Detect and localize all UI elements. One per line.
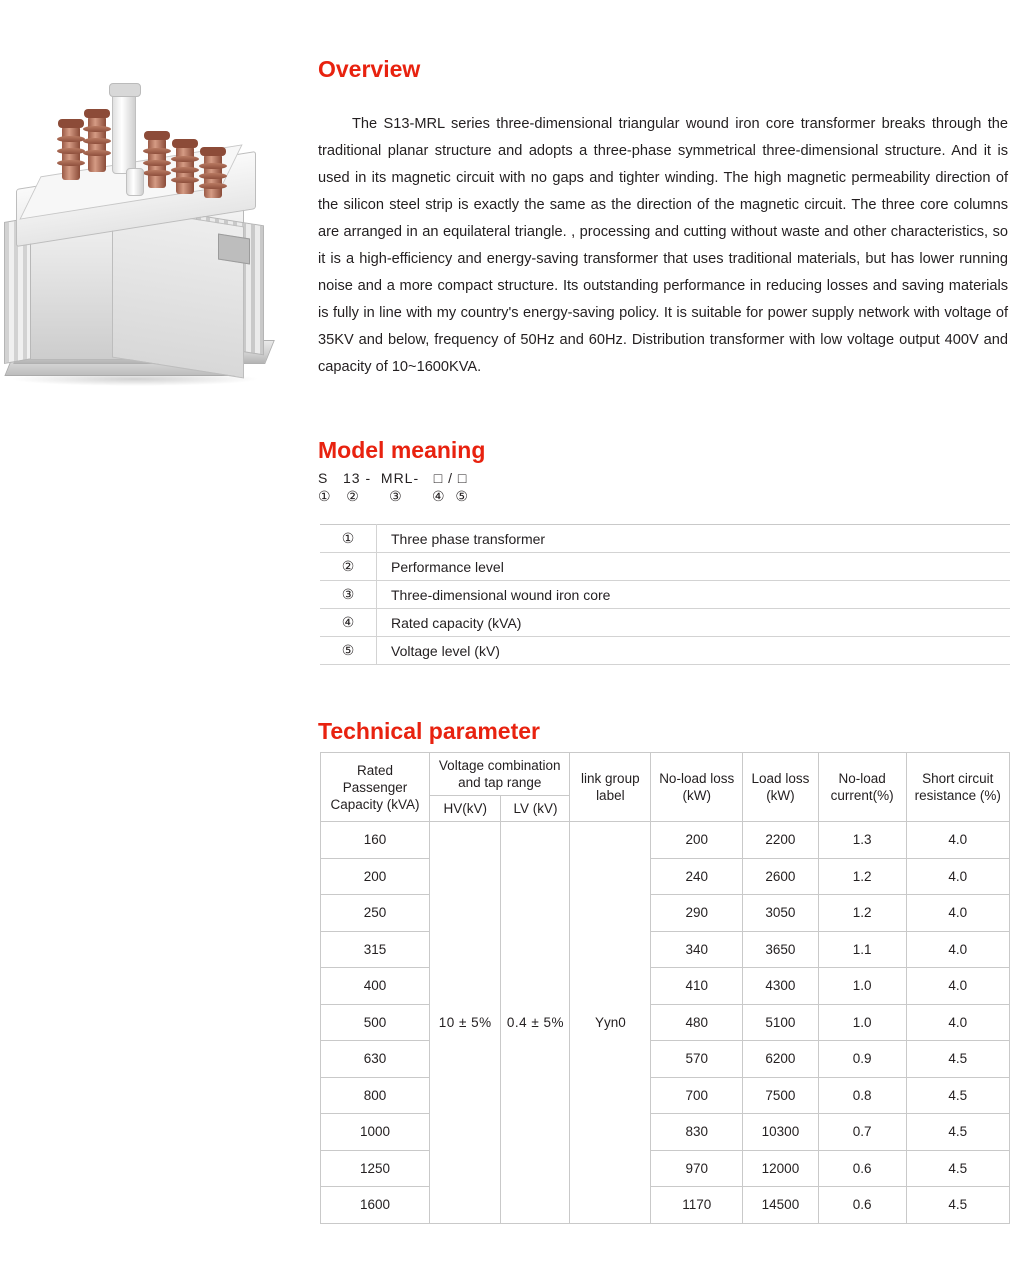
model-description: Rated capacity (kVA) — [377, 609, 1011, 637]
cell-capacity: 400 — [321, 968, 430, 1005]
cell-no-load-loss: 410 — [651, 968, 743, 1005]
cell-load-loss: 2200 — [743, 822, 818, 859]
cell-short-circuit: 4.0 — [906, 968, 1009, 1005]
cell-no-load-loss: 290 — [651, 895, 743, 932]
table-row — [320, 609, 1010, 637]
header-load-loss: Load loss (kW) — [743, 753, 818, 822]
cell-short-circuit: 4.5 — [906, 1041, 1009, 1078]
cell-no-load-current: 1.3 — [818, 822, 906, 859]
cell-no-load-loss: 570 — [651, 1041, 743, 1078]
cell-load-loss: 14500 — [743, 1187, 818, 1224]
cell-short-circuit: 4.5 — [906, 1077, 1009, 1114]
transformer-tank-front — [112, 206, 244, 379]
cell-short-circuit: 4.0 — [906, 822, 1009, 859]
cell-link-group-value: Yyn0 — [570, 822, 651, 1224]
model-meaning-table — [320, 524, 1010, 665]
table-row — [321, 1114, 1010, 1151]
cell-no-load-loss: 480 — [651, 1004, 743, 1041]
model-index: ① — [320, 525, 377, 553]
cell-load-loss: 7500 — [743, 1077, 818, 1114]
model-index: ④ — [320, 609, 377, 637]
cell-load-loss: 3050 — [743, 895, 818, 932]
hv-bushing-5 — [204, 154, 222, 198]
cell-load-loss: 2600 — [743, 858, 818, 895]
table-row — [320, 581, 1010, 609]
table-row — [321, 1150, 1010, 1187]
table-row — [321, 822, 1010, 859]
cell-capacity: 200 — [321, 858, 430, 895]
transformer-illustration — [0, 40, 300, 400]
model-meaning-heading: Model meaning — [318, 437, 486, 463]
table-row — [321, 1041, 1010, 1078]
cell-no-load-current: 0.9 — [818, 1041, 906, 1078]
hv-bushing-2 — [88, 116, 106, 172]
tap-changer-handle — [126, 168, 144, 196]
technical-parameter-table — [320, 752, 1010, 1224]
cell-no-load-current: 1.1 — [818, 931, 906, 968]
cell-capacity: 500 — [321, 1004, 430, 1041]
header-short-circuit-resistance: Short circuit resistance (%) — [906, 753, 1009, 822]
header-hv: HV(kV) — [429, 796, 500, 822]
table-row — [321, 1004, 1010, 1041]
cell-no-load-loss: 200 — [651, 822, 743, 859]
cell-short-circuit: 4.5 — [906, 1150, 1009, 1187]
transformer-nameplate — [218, 233, 250, 264]
cell-load-loss: 6200 — [743, 1041, 818, 1078]
cell-short-circuit: 4.0 — [906, 1004, 1009, 1041]
cell-no-load-current: 0.6 — [818, 1150, 906, 1187]
table-row — [321, 1077, 1010, 1114]
cell-hv-value: 10 ± 5% — [429, 822, 500, 1224]
header-rated-capacity: Rated Passenger Capacity (kVA) — [321, 753, 430, 822]
cell-short-circuit: 4.0 — [906, 858, 1009, 895]
cell-no-load-loss: 700 — [651, 1077, 743, 1114]
cell-no-load-current: 1.0 — [818, 1004, 906, 1041]
cell-no-load-current: 0.8 — [818, 1077, 906, 1114]
cell-capacity: 1600 — [321, 1187, 430, 1224]
cell-load-loss: 5100 — [743, 1004, 818, 1041]
cell-no-load-current: 1.0 — [818, 968, 906, 1005]
model-index: ② — [320, 553, 377, 581]
technical-parameter-heading: Technical parameter — [318, 718, 541, 744]
header-link-group-label: link group label — [570, 753, 651, 822]
cell-capacity: 1000 — [321, 1114, 430, 1151]
cell-capacity: 800 — [321, 1077, 430, 1114]
cell-capacity: 160 — [321, 822, 430, 859]
cell-no-load-current: 0.6 — [818, 1187, 906, 1224]
overview-heading: Overview — [318, 56, 421, 82]
table-row — [321, 931, 1010, 968]
model-index: ⑤ — [320, 637, 377, 665]
table-row — [321, 1187, 1010, 1224]
cell-no-load-current: 1.2 — [818, 858, 906, 895]
header-no-load-current: No-load current(%) — [818, 753, 906, 822]
cell-no-load-loss: 970 — [651, 1150, 743, 1187]
header-no-load-loss: No-load loss (kW) — [651, 753, 743, 822]
table-row — [321, 895, 1010, 932]
cell-capacity: 1250 — [321, 1150, 430, 1187]
cell-load-loss: 4300 — [743, 968, 818, 1005]
model-description: Three phase transformer — [377, 525, 1011, 553]
model-code-block — [318, 470, 1008, 505]
table-row — [320, 525, 1010, 553]
table-row — [320, 553, 1010, 581]
lv-bushing-1 — [112, 92, 136, 174]
model-description: Performance level — [377, 553, 1011, 581]
model-description: Three-dimensional wound iron core — [377, 581, 1011, 609]
cell-short-circuit: 4.0 — [906, 895, 1009, 932]
table-header-row-1 — [321, 753, 1010, 796]
header-voltage-combination: Voltage combination and tap range — [429, 753, 569, 796]
product-image — [0, 40, 300, 400]
table-row — [321, 968, 1010, 1005]
hv-bushing-3 — [148, 138, 166, 188]
model-code-numbers: ① ② ③ ④ ⑤ — [318, 488, 469, 504]
cell-no-load-loss: 240 — [651, 858, 743, 895]
cell-short-circuit: 4.5 — [906, 1187, 1009, 1224]
cell-capacity: 630 — [321, 1041, 430, 1078]
cell-load-loss: 12000 — [743, 1150, 818, 1187]
cell-no-load-loss: 340 — [651, 931, 743, 968]
header-lv: LV (kV) — [501, 796, 570, 822]
model-code-line: S 13 - MRL- □ / □ — [318, 470, 468, 486]
cell-capacity: 250 — [321, 895, 430, 932]
cell-no-load-loss: 830 — [651, 1114, 743, 1151]
cell-no-load-current: 1.2 — [818, 895, 906, 932]
cell-no-load-loss: 1170 — [651, 1187, 743, 1224]
cell-lv-value: 0.4 ± 5% — [501, 822, 570, 1224]
cell-capacity: 315 — [321, 931, 430, 968]
table-row — [321, 858, 1010, 895]
table-row — [320, 637, 1010, 665]
hv-bushing-1 — [62, 126, 80, 180]
cell-no-load-current: 0.7 — [818, 1114, 906, 1151]
cell-load-loss: 3650 — [743, 931, 818, 968]
cell-load-loss: 10300 — [743, 1114, 818, 1151]
cell-short-circuit: 4.5 — [906, 1114, 1009, 1151]
model-description: Voltage level (kV) — [377, 637, 1011, 665]
cell-short-circuit: 4.0 — [906, 931, 1009, 968]
hv-bushing-4 — [176, 146, 194, 194]
model-index: ③ — [320, 581, 377, 609]
overview-paragraph: The S13-MRL series three-dimensional triangular wound iron core transformer breaks through the traditional planar structure and adopts a three-phase symmetrical three-dimensional structure. And it is used in its magnetic circuit with no gaps and tighter winding. The high magnetic permeability direction of the silicon steel strip is exactly the same as the direction of the magnetic circuit. The three core columns are arranged in an equilateral triangle. , processing and cutting without waste and other characteristics, so it is a high-efficiency and energy-saving transformer that uses traditional materials, but has lower running noise and a more compact structure. Its outstanding performance in reducing losses and saving materials is fully in line with my country's energy-saving policy. It is suitable for power supply network with voltage of 35KV and below, frequency of 50Hz and 60Hz. Distribution transformer with low voltage output 400V and capacity of 10~1600KVA. — [318, 115, 1008, 375]
